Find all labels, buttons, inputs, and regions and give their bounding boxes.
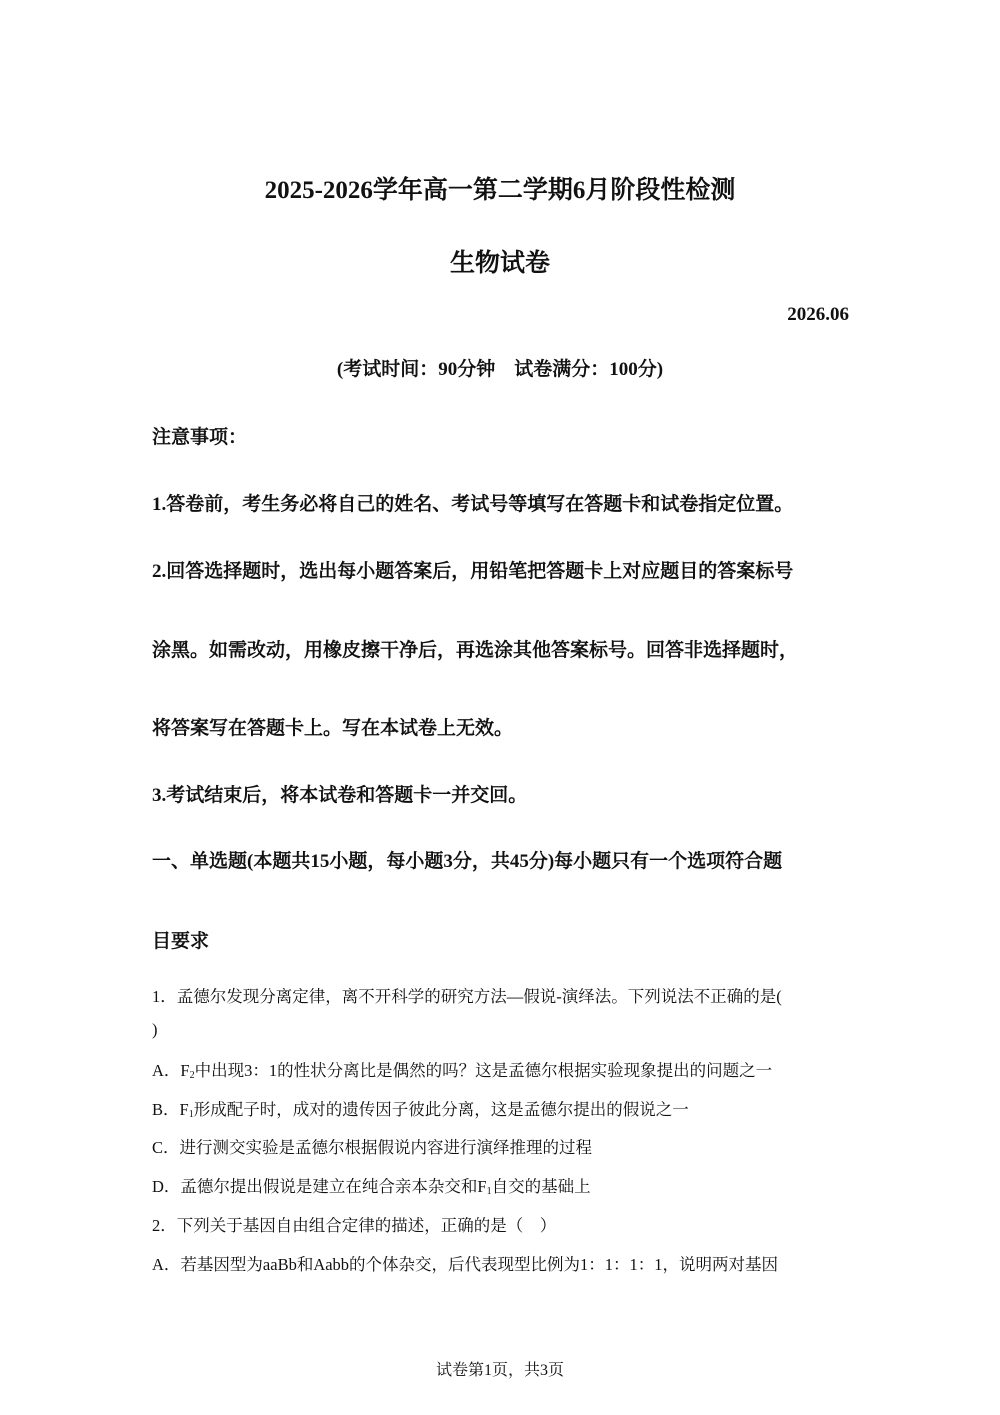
question-1-stem-line-2: ) xyxy=(152,1020,158,1039)
question-1-option-d xyxy=(152,1173,591,1197)
option-b-text: 形成配子时，成对的遗传因子彼此分离，这是孟德尔提出的假说之一 xyxy=(193,1100,689,1119)
notes-item-2-line-1: 2.回答选择题时，选出每小题答案后，用铅笔把答题卡上对应题目的答案标号 xyxy=(152,561,794,582)
notes-item-3: 3.考试结束后，将本试卷和答题卡一并交回。 xyxy=(152,785,528,806)
notes-item-1: 1.答卷前，考生务必将自己的姓名、考试号等填写在答题卡和试卷指定位置。 xyxy=(152,494,794,515)
question-2-option-a: A．若基因型为aaBb和Aabb的个体杂交，后代表现型比例为1：1：1：1，说明两对基因 xyxy=(152,1255,779,1274)
question-1-stem-line-1: 1．孟德尔发现分离定律，离不开科学的研究方法—假说-演绎法。下列说法不正确的是( xyxy=(152,987,782,1006)
option-a-subscript: 2 xyxy=(189,1070,195,1081)
option-b-subscript: 1 xyxy=(188,1109,194,1120)
option-d-text: 自交的基础上 xyxy=(491,1177,591,1196)
option-d-prefix: D．孟德尔提出假说是建立在纯合亲本杂交和F xyxy=(152,1177,487,1196)
exam-title: 2025-2026学年高一第二学期6月阶段性检测 xyxy=(264,177,736,204)
option-a-prefix: A．F xyxy=(152,1061,190,1080)
page-footer: 试卷第1页，共3页 xyxy=(435,1362,564,1379)
exam-date: 2026.06 xyxy=(787,304,849,325)
option-b-prefix: B．F xyxy=(152,1100,189,1119)
notes-heading: 注意事项： xyxy=(152,427,248,448)
question-1-option-a xyxy=(152,1057,772,1081)
question-1-option-c: C．进行测交实验是孟德尔根据假说内容进行演绎推理的过程 xyxy=(152,1138,593,1157)
notes-item-2-line-3: 将答案写在答题卡上。写在本试卷上无效。 xyxy=(152,718,514,739)
section-heading-line-2: 目要求 xyxy=(152,931,210,952)
exam-subject: 生物试卷 xyxy=(449,250,550,277)
question-2-stem: 2．下列关于基因自由组合定律的描述，正确的是（ ） xyxy=(152,1216,557,1235)
question-1-option-b xyxy=(152,1096,689,1120)
exam-info: (考试时间：90分钟 试卷满分：100分) xyxy=(336,359,664,380)
section-heading-line-1: 一、单选题(本题共15小题，每小题3分，共45分)每小题只有一个选项符合题 xyxy=(152,851,783,872)
notes-item-2-line-2: 涂黑。如需改动，用橡皮擦干净后，再选涂其他答案标号。回答非选择题时， xyxy=(152,640,799,661)
option-a-text: 中出现3：1的性状分离比是偶然的吗？这是孟德尔根据实验现象提出的问题之一 xyxy=(194,1061,773,1080)
option-d-subscript: 1 xyxy=(486,1186,492,1197)
